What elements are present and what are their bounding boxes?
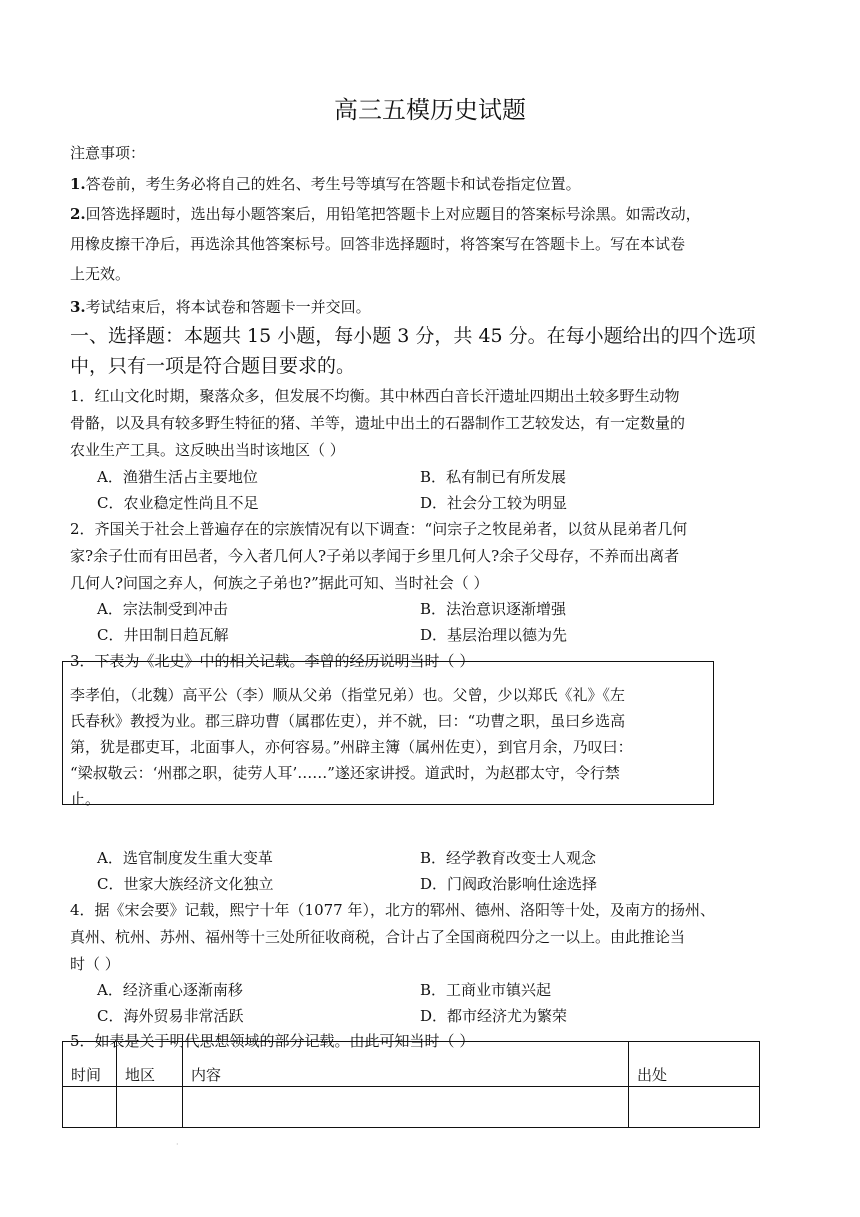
table-header-row [63, 1042, 760, 1087]
question-4-line1: 4．据《宋会要》记载，熙宁十年（1077 年），北方的郓州、德州、洛阳等十处，及南方的扬州、 [70, 901, 715, 919]
question-1-option-b: B．私有制已有所发展 [420, 468, 567, 486]
section-heading-line1: 一、选择题：本题共 15 小题，每小题 3 分，共 45 分。在每小题给出的四个选项 [70, 325, 756, 347]
question-5-table [62, 1041, 760, 1128]
question-2-option-a: A．宗法制受到冲击 [97, 600, 228, 618]
notice-item-2-number: 2. [70, 205, 86, 223]
question-1-option-c: C．农业稳定性尚且不足 [97, 494, 259, 512]
question-4-option-a: A．经济重心逐渐南移 [97, 981, 243, 999]
notice-heading: 注意事项： [70, 144, 146, 162]
question-2-line1: 2．齐国关于社会上普遍存在的宗族情况有以下调查：“问宗子之牧昆弟者，以贫从昆弟者几何 [70, 520, 688, 538]
question-3-source-line1: 李孝伯，（北魏）高平公（李）顺从父弟（指堂兄弟）也。父曾，少以郑氏《礼》《左 [70, 686, 626, 704]
question-2-line2: 家?余子仕而有田邑者，今入者几何人?子弟以孝闻于乡里几何人?余子父母存，不养而出离者 [70, 547, 680, 565]
question-2-option-c: C．井田制日趋瓦解 [97, 626, 229, 644]
notice-item-2 [70, 203, 701, 225]
question-4-line2: 真州、杭州、苏州、福州等十三处所征收商税，合计占了全国商税四分之一以上。由此推论当 [70, 928, 686, 946]
table-cell [117, 1087, 183, 1128]
question-3-option-d: D．门阀政治影响仕途选择 [420, 875, 598, 893]
table-cell [63, 1087, 117, 1128]
page-title: 高三五模历史试题 [334, 96, 526, 124]
question-3-option-c: C．世家大族经济文化独立 [97, 875, 274, 893]
question-2-line3: 几何人?问国之弃人，何族之子弟也?”据此可知、当时社会（ ） [70, 574, 489, 592]
section-heading-line2: 中，只有一项是符合题目要求的。 [70, 355, 356, 377]
question-1-option-d: D．社会分工较为明显 [420, 494, 568, 512]
notice-item-3 [70, 296, 371, 318]
question-4-option-d: D．都市经济尤为繁荣 [420, 1007, 568, 1025]
table-header-time: 时间 [63, 1042, 117, 1087]
question-5-stem: 5．如表是关于明代思想领域的部分记载。由此可知当时（ ） [70, 1032, 475, 1050]
table-header-content: 内容 [183, 1042, 629, 1087]
question-3-option-b: B．经学教育改变士人观念 [420, 849, 597, 867]
question-2-option-d: D．基层治理以德为先 [420, 626, 568, 644]
question-1-line3: 农业生产工具。这反映出当时该地区（ ） [70, 441, 345, 459]
question-1-line1: 1．红山文化时期，聚落众多，但发展不均衡。其中林西白音长汗遗址四期出土较多野生动物 [70, 387, 680, 405]
notice-item-2-text-line2: 用橡皮擦干净后，再选涂其他答案标号。回答非选择题时，将答案写在答题卡上。写在本试卷 [70, 235, 686, 253]
notice-item-3-text: 考试结束后，将本试卷和答题卡一并交回。 [85, 298, 371, 316]
table-header-region: 地区 [117, 1042, 183, 1087]
table-row [63, 1087, 760, 1128]
notice-item-1-number: 1. [70, 175, 86, 193]
table-header-source: 出处 [629, 1042, 760, 1087]
notice-item-1-text: 答卷前，考生务必将自己的姓名、考生号等填写在答题卡和试卷指定位置。 [85, 175, 581, 193]
question-3-option-a: A．选官制度发生重大变革 [97, 849, 273, 867]
notice-item-1 [70, 173, 581, 195]
question-2-option-b: B．法治意识逐渐增强 [420, 600, 567, 618]
question-4-option-c: C．海外贸易非常活跃 [97, 1007, 244, 1025]
question-3-source-line4: “梁叔敬云：‘州郡之职，徒劳人耳’……”遂还家讲授。道武时，为赵郡太守，令行禁 [70, 764, 620, 782]
faint-dot-mark: · [176, 1140, 179, 1149]
question-3-source-line3: 第，犹是郡吏耳，北面事人，亦何容易。”州辟主簿（属州佐吏），到官月余，乃叹曰： [70, 738, 633, 756]
question-3-source-line2: 氏春秋》教授为业。郡三辟功曹（属郡佐吏），并不就，曰：“功曹之职，虽曰乡选高 [70, 712, 626, 730]
table-cell [183, 1087, 629, 1128]
question-4-option-b: B．工商业市镇兴起 [420, 981, 552, 999]
question-4-line3: 时（ ） [70, 955, 120, 973]
notice-item-2-text-line3: 上无效。 [70, 265, 131, 283]
question-1-option-a: A．渔猎生活占主要地位 [97, 468, 258, 486]
question-1-line2: 骨骼，以及具有较多野生特征的猪、羊等，遗址中出土的石器制作工艺较发达，有一定数量的 [70, 414, 686, 432]
question-3-stem: 3．下表为《北史》中的相关记载。李曾的经历说明当时（ ） [70, 652, 475, 670]
notice-item-2-text-line1: 回答选择题时，选出每小题答案后，用铅笔把答题卡上对应题目的答案标号涂黑。如需改动， [85, 205, 701, 223]
table-cell [629, 1087, 760, 1128]
question-3-source-line5: 止。 [70, 790, 101, 808]
notice-item-3-number: 3. [70, 298, 86, 316]
